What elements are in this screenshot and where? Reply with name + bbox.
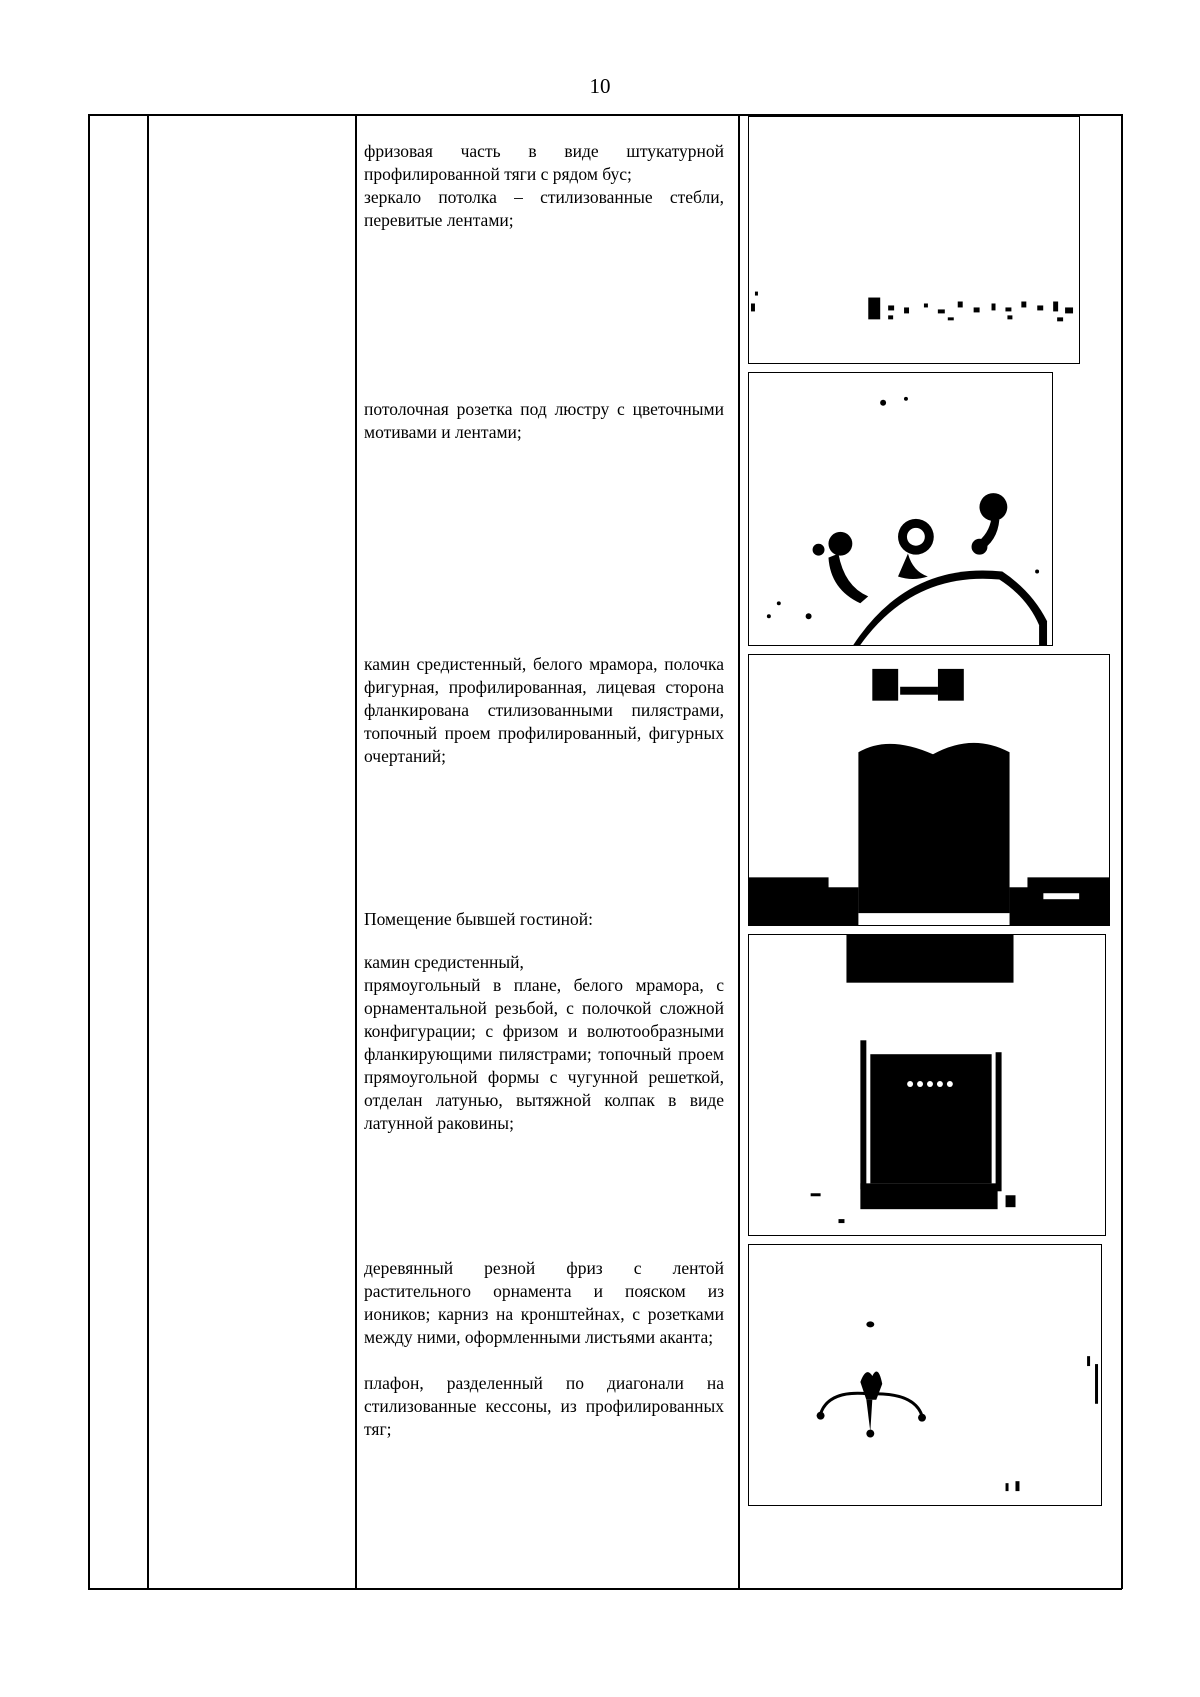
description-paragraph [364,951,724,1135]
description-entry-1 [364,140,724,232]
section-heading: Помещение бывшей гостиной: [364,909,593,929]
column-border-4 [738,114,740,1589]
photo-ceiling-chandelier [748,1244,1102,1506]
description-paragraph: потолочная розетка под люстру с цветочными мотивами и лентами; [364,399,724,442]
page-number: 10 [589,74,611,98]
description-entry-2 [364,398,724,444]
description-entry-5 [364,1257,724,1441]
description-entry-3 [364,653,724,768]
table-bottom-border [88,1588,1122,1590]
photo-fireplace-living-room [748,934,1106,1236]
column-border-1 [88,114,90,1589]
description-paragraph: камин средистенный, белого мрамора, полочка фигурная, профилированная, лицевая сторона фланкирована стилизованными пилястрами, топочный проем профилированный, фигурных очертаний; [364,654,724,766]
description-paragraph: плафон, разделенный по диагонали на стилизованные кессоны, из профилированных тяг; [364,1373,724,1439]
description-line: зеркало потолка – стилизованные стебли, перевитые лентами; [364,187,724,230]
description-line: фризовая часть в виде штукатурной профилированной тяги с рядом бус; [364,141,724,184]
photo-ceiling-frieze [748,116,1080,364]
description-line: камин средистенный, [364,952,524,972]
column-border-3 [355,114,357,1589]
photo-ceiling-rosette [748,372,1053,646]
description-line: прямоугольный в плане, белого мрамора, с орнаментальной резьбой, с полочкой сложной конфигурации; с фризом и волютообразными фланкирующими пилястрами; топочный проем прямоугольной формы с чугунной решеткой, отделан латунью, вытяжной колпак в виде латунной раковины; [364,975,724,1133]
column-border-5 [1121,114,1123,1589]
description-entry-4 [364,908,724,1135]
column-border-2 [147,114,149,1589]
description-paragraph: деревянный резной фриз с лентой растительного орнамента и пояском из иоников; карниз на кронштейнах, с розетками между ними, оформленными листьями аканта; [364,1258,724,1347]
photo-fireplace-marble [748,654,1110,926]
